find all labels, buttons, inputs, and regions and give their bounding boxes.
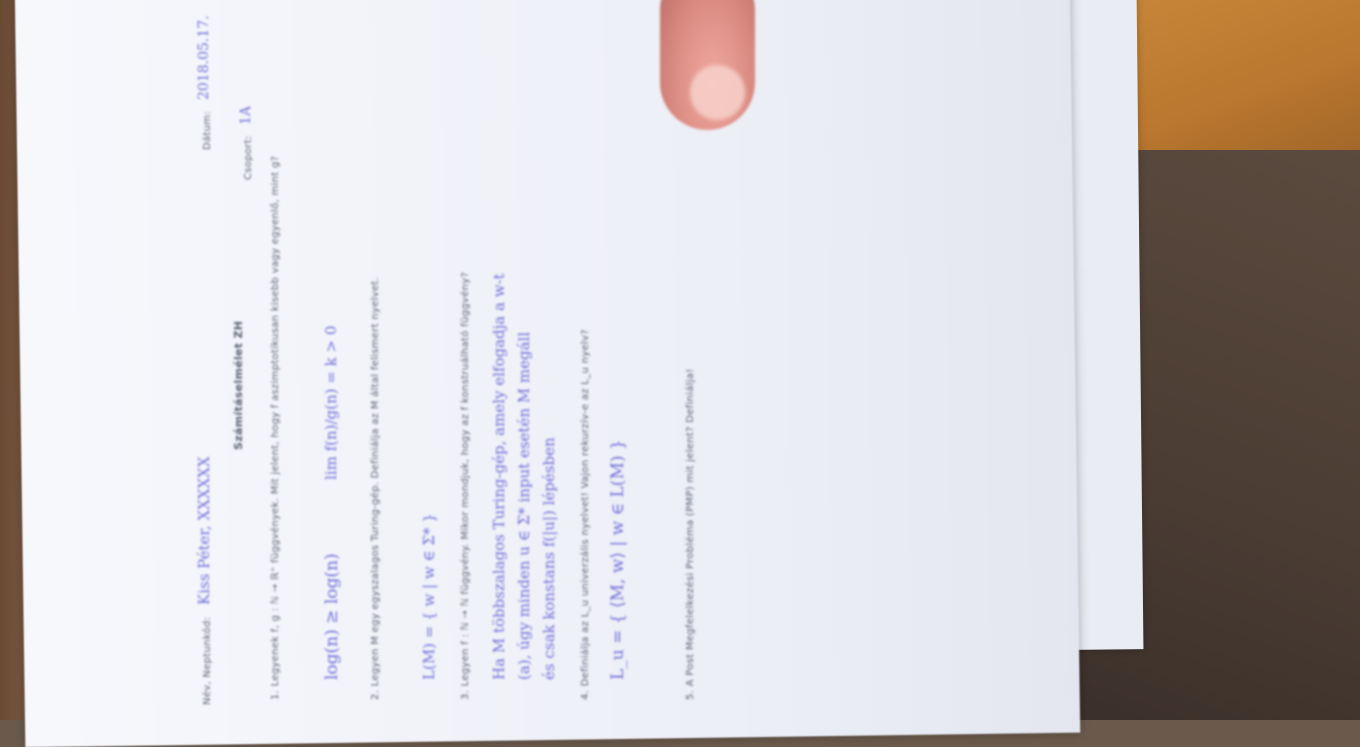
question-2: 2. Legyen M egy egyszalagos Turing-gép. Definiálja az M által felismert nyelvet. [370, 276, 381, 700]
header-title: Számításelmélet ZH [232, 320, 245, 450]
answer-1-limit: lim f(n)/g(n) = k > 0 [322, 325, 340, 480]
question-4: 4. Definiálja az L_u univerzális nyelvet! Vajon rekurzív-e az L_u nyelv? [580, 329, 591, 700]
answer-3-line2: (a), úgy minden u ∈ Σ* input esetén M megáll [515, 331, 533, 680]
question-3: 3. Legyen f : ℕ → ℕ függvény. Mikor mondjuk, hogy az f konstruálható függvény? [460, 271, 471, 700]
answer-2: L(M) = { w | w ∈ Σ* } [420, 513, 438, 680]
question-5: 5. A Post Megfelelkezési Probléma (PMP) mit jelent? Definiálja! [685, 368, 696, 700]
header-name-label: Név, Neptunkód: [202, 616, 213, 705]
answer-3-line1: Ha M többszalagos Turing-gép, amely elfogadja a w-t [490, 273, 508, 680]
header-group-label: Csoport: [243, 135, 254, 180]
header-name-value: Kiss Péter, XXXXXX [195, 456, 213, 605]
answer-1-log: log(n) ≥ log(n) [322, 553, 342, 680]
header-group-value: 1A [238, 105, 254, 125]
header-date-value: 2018.05.17. [196, 15, 212, 100]
header-date-label: Dátum: [202, 111, 213, 150]
question-1: 1. Legyenek f, g : ℕ → ℝ⁺ függvények. Mit jelent, hogy f aszimptotikusan kisebb vagy egyenlő, mint g? [270, 155, 281, 700]
answer-4: L_u = { ⟨M, w⟩ | w ∈ L(M) } [608, 439, 628, 680]
answer-3-line3: és csak konstans f(|u|) lépésben [540, 437, 558, 680]
thumbnail-nail [690, 65, 745, 120]
